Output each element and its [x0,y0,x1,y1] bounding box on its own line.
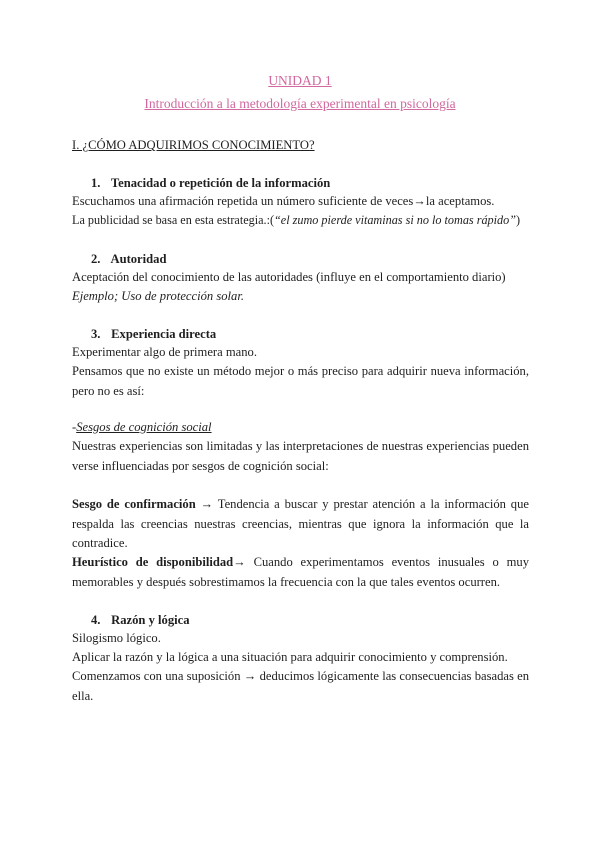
item-3-line-1: Experimentar algo de primera mano. [72,345,257,359]
bias-intro: Nuestras experiencias son limitadas y las interpretaciones de nuestras experiencias pueden verse influenciadas por sesgos de cognición social: [72,439,529,473]
item-1-line-2-prefix: La publicidad se basa en esta estrategia.:( [72,213,275,227]
item-4-heading [91,611,190,630]
unit-label: UNIDAD 1 [268,73,332,88]
bias-heading: Sesgos de cognición social [76,420,212,434]
item-4-title: Razón y lógica [111,613,190,627]
availability-heuristic-text: → Cuando experimentamos eventos inusuales o muy memorables y después sobrestimamos la frecuencia con la que tales eventos ocurren. [72,555,529,589]
document-title: Introducción a la metodología experimental en psicología [144,96,456,111]
document-header [0,71,600,114]
item-4-line-3: Comenzamos con una suposición → deducimos lógicamente las consecuencias basadas en ella. [72,669,529,703]
item-2-number: 2. [91,252,101,266]
item-1-quote: “el zumo pierde vitaminas si no lo tomas rápido” [274,213,516,227]
bias-dash: - [72,420,77,434]
item-1-title: Tenacidad o repetición de la información [110,176,331,190]
item-3-title: Experiencia directa [111,327,217,341]
item-2-title: Autoridad [110,252,167,266]
availability-heuristic [72,553,529,592]
availability-heuristic-term: Heurístico de disponibilidad [72,555,234,569]
item-2-line-1: Aceptación del conocimiento de las autoridades (influye en el comportamiento diario) [72,270,506,284]
item-1-line-2-suffix: ) [515,213,521,227]
item-2-line-2: Ejemplo; Uso de protección solar. [72,289,244,303]
confirmation-bias [72,495,529,554]
item-2-heading [91,250,166,269]
confirmation-bias-term: Sesgo de confirmación [72,497,196,511]
item-1-heading [91,174,330,193]
item-4-number: 4. [91,613,101,627]
item-3-number: 3. [91,327,101,341]
item-4-line-1: Silogismo lógico. [72,631,161,645]
item-4-line-2: Aplicar la razón y la lógica a una situación para adquirir conocimiento y comprensión. [72,650,508,664]
item-1-number: 1. [91,176,101,190]
item-1-line-2 [72,211,529,231]
section-heading: I. ¿CÓMO ADQUIRIMOS CONOCIMIENTO? [72,138,315,152]
item-3-line-2: Pensamos que no existe un método mejor o más preciso para adquirir nueva información, pero no es así: [72,364,529,398]
bias-heading-line [72,418,529,438]
item-1-line-1: Escuchamos una afirmación repetida un número suficiente de veces→la aceptamos. [72,194,495,208]
confirmation-bias-text: → Tendencia a buscar y prestar atención a la información que respalda las creencias nuestras creencias, mientras que ignora la información que la contradice. [72,497,529,550]
item-3-heading [91,325,216,344]
